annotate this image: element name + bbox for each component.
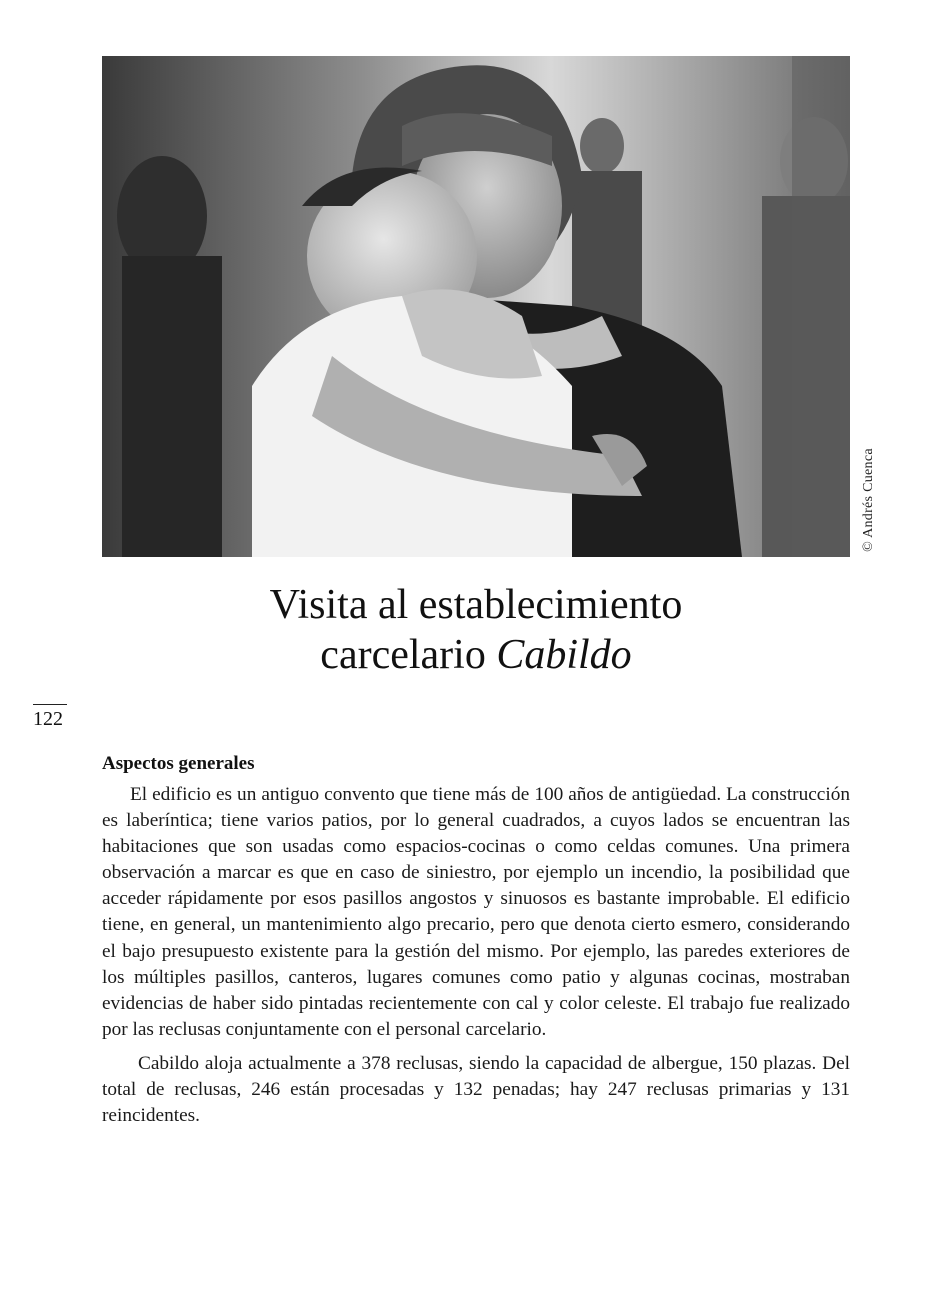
title-italic: Cabildo — [496, 632, 632, 678]
paragraph: Cabildo aloja actualmente a 378 reclusas, siendo la capacidad de albergue, 150 plazas. Del total de reclusas, 246 están procesadas y 132 penadas; hay 247 reclusas primarias y 131 reincidentes. — [102, 1052, 850, 1127]
body-text — [102, 782, 850, 1129]
photo-illustration — [102, 56, 850, 557]
paragraph: El edificio es un antiguo convento que tiene más de 100 años de antigüedad. La construcción es laberíntica; tiene varios patios, por lo general cuadrados, a cuyos lados se encuentran las habitaciones que son usadas como espacios-cocinas o como celdas comunes. Una primera observación a marcar es que en caso de siniestro, por ejemplo un incendio, la posibilidad que acceder rápidamente por esos pasillos angostos y sinuosos es bastante improbable. El edificio tiene, en general, un mantenimiento algo precario, pero que denota cierto esmero, considerando el bajo presupuesto existente para la gestión del mismo. Por ejemplo, las paredes exteriores de los múltiples pasillos, canteros, lugares comunes como patio y algunas cocinas, mostraban evidencias de haber sido pintadas recientemente con cal y color celeste. El trabajo fue realizado por las reclusas conjuntamente con el personal carcelario. — [102, 784, 850, 1040]
page-number: 122 — [33, 708, 63, 730]
page-title — [102, 580, 850, 680]
title-line-2 — [102, 630, 850, 680]
photo — [102, 56, 850, 557]
page-number-rule — [33, 704, 67, 705]
title-line-1: Visita al establecimiento — [269, 582, 683, 628]
title-line-2-text: carcelario — [320, 632, 497, 678]
section-heading: Aspectos generales — [102, 753, 255, 774]
photo-credit: © Andrés Cuenca — [861, 448, 876, 552]
